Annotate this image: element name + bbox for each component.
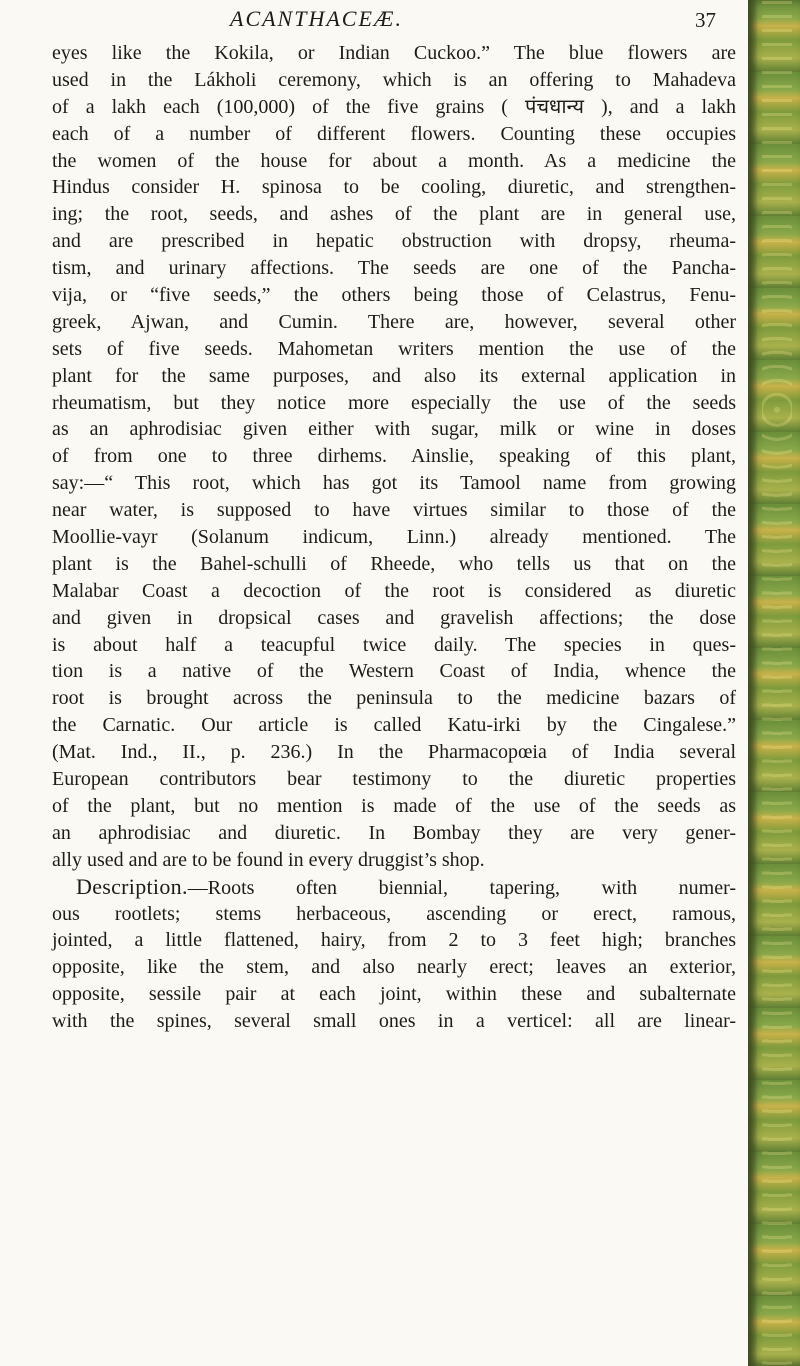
text-line: eyes like the Kokila, or Indian Cuckoo.” The blue flowers are — [52, 42, 736, 64]
description-first-line-text: —Roots often biennial, tapering, with numer- — [187, 876, 736, 899]
page-header — [0, 6, 740, 36]
text-line: of from one to three dirhems. Ainslie, speaking of this plant, — [52, 445, 736, 468]
text-line: an aphrodisiac and diuretic. In Bombay they are very gener- — [52, 821, 736, 844]
text-line: (Mat. Ind., II., p. 236.) In the Pharmacopœia of India several — [52, 741, 736, 764]
text-line: say:—“ This root, which has got its Tamool name from growing — [52, 472, 736, 495]
description-first-line — [52, 874, 736, 901]
text-line: opposite, like the stem, and also nearly erect; leaves an exterior, — [52, 956, 736, 979]
text-line: of the plant, but no mention is made of the use of the seeds as — [52, 794, 736, 817]
text-line: Moollie-vayr (Solanum indicum, Linn.) already mentioned. The — [52, 526, 736, 549]
description-lead: Description. — [76, 873, 188, 899]
text-line: of a lakh each (100,000) of the five grains ( पंचधान्य ), and a lakh — [52, 95, 736, 118]
text-line: Hindus consider H. spinosa to be cooling, diuretic, and strengthen- — [52, 176, 736, 199]
text-line: with the spines, several small ones in a verticel: all are linear- — [52, 1010, 736, 1033]
text-line: and given in dropsical cases and gravelish affections; the dose — [52, 606, 736, 629]
text-line: European contributors bear testimony to the diuretic properties — [52, 768, 736, 791]
text-line: ous rootlets; stems herbaceous, ascending or erect, ramous, — [52, 902, 736, 925]
text-line: sets of five seeds. Mahometan writers mention the use of the — [52, 337, 736, 360]
text-line: opposite, sessile pair at each joint, within these and subalternate — [52, 983, 736, 1006]
text-line: the Carnatic. Our article is called Katu-irki by the Cingalese.” — [52, 714, 736, 737]
text-line: as an aphrodisiac given either with sugar, milk or wine in doses — [52, 418, 736, 441]
text-line: each of a number of different flowers. Counting these occupies — [52, 122, 736, 145]
text-line: Malabar Coast a decoction of the root is considered as diuretic — [52, 579, 736, 602]
text-line: the women of the house for about a month. As a medicine the — [52, 149, 736, 172]
text-line: and are prescribed in hepatic obstruction with dropsy, rheuma- — [52, 230, 736, 253]
page-number: 37 — [695, 8, 716, 32]
text-line: is about half a teacupful twice daily. The species in ques- — [52, 633, 736, 656]
text-line: root is brought across the peninsula to the medicine bazars of — [52, 687, 736, 710]
body-text — [52, 40, 736, 1035]
binding-edge — [748, 0, 800, 1366]
text-line: rheumatism, but they notice more especially the use of the seeds — [52, 391, 736, 414]
text-line: tism, and urinary affections. The seeds are one of the Pancha- — [52, 257, 736, 280]
text-line: used in the Lákholi ceremony, which is an offering to Mahadeva — [52, 68, 736, 91]
text-line: vija, or “five seeds,” the others being those of Celastrus, Fenu- — [52, 284, 736, 307]
text-line: jointed, a little flattened, hairy, from 2 to 3 feet high; branches — [52, 929, 736, 952]
text-line: greek, Ajwan, and Cumin. There are, however, several other — [52, 310, 736, 333]
text-line: ally used and are to be found in every druggist’s shop. — [52, 848, 485, 871]
text-line: ing; the root, seeds, and ashes of the plant are in general use, — [52, 203, 736, 226]
text-line: near water, is supposed to have virtues similar to those of the — [52, 499, 736, 522]
text-line: plant for the same purposes, and also its external application in — [52, 364, 736, 387]
text-line: plant is the Bahel-schulli of Rheede, who tells us that on the — [52, 552, 736, 575]
text-line: tion is a native of the Western Coast of India, whence the — [52, 660, 736, 683]
running-head: ACANTHACEÆ. — [230, 6, 403, 31]
